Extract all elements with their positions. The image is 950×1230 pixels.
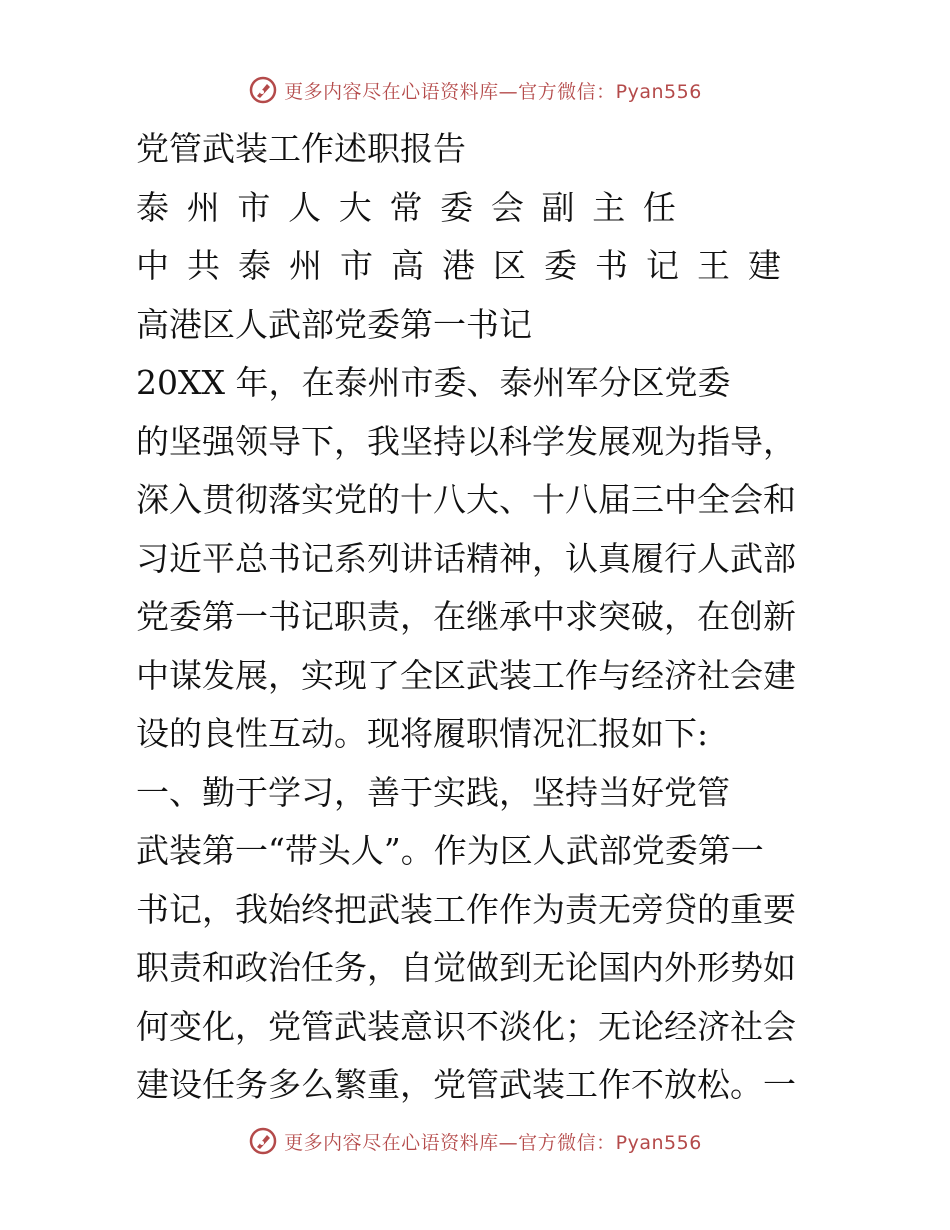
spaced-char: 高 [391, 246, 424, 285]
spaced-char: 港 [442, 246, 475, 285]
pen-nib-circle-icon [248, 75, 278, 105]
body-line: 建设任务多么繁重，党管武装工作不放松。一 [136, 1065, 796, 1104]
spaced-char: 州 [186, 187, 220, 227]
spaced-char: 王 [697, 246, 730, 285]
spaced-char: 大 [338, 187, 372, 227]
watermark-text: 更多内容尽在心语资料库—官方微信：Pyan556 [284, 80, 702, 103]
document-title: 党管武装工作述职报告 [136, 129, 466, 168]
spaced-char: 委 [544, 246, 577, 285]
spaced-char: 泰 [238, 246, 271, 285]
pen-nib-circle-icon [248, 1126, 278, 1156]
spaced-char: 市 [340, 246, 373, 285]
body-line: 武装第一“带头人”。作为区人武部党委第一 [136, 831, 764, 870]
author-title-line-3: 高港区人武部党委第一书记 [136, 304, 532, 344]
spaced-char: 记 [646, 246, 679, 285]
spaced-char: 主 [592, 187, 626, 227]
spaced-char: 副 [541, 187, 575, 227]
spaced-char: 泰 [136, 187, 169, 227]
body-line: 党委第一书记职责，在继承中求突破，在创新 [136, 597, 796, 636]
spaced-char: 中 [136, 246, 169, 285]
spaced-char: 州 [289, 246, 322, 285]
body-line: 书记，我始终把武装工作作为责无旁贷的重要 [136, 889, 796, 929]
body-line: 职责和政治任务，自觉做到无论国内外形势如 [136, 948, 796, 987]
body-line: 何变化，党管武装意识不淡化；无论经济社会 [136, 1006, 796, 1046]
watermark-text: 更多内容尽在心语资料库—官方微信：Pyan556 [284, 1131, 702, 1154]
body-line: 深入贯彻落实党的十八大、十八届三中全会和 [136, 480, 796, 519]
body-line: 的坚强领导下，我坚持以科学发展观为指导， [136, 421, 796, 461]
footer-watermark [0, 1121, 950, 1161]
spaced-char: 会 [490, 187, 524, 227]
spaced-char: 共 [187, 246, 220, 285]
body-line: 20XX 年，在泰州市委、泰州军分区党委 [136, 363, 731, 402]
body-line: 中谋发展，实现了全区武装工作与经济社会建 [136, 655, 796, 695]
spaced-char: 人 [288, 187, 322, 227]
spaced-char: 委 [440, 187, 474, 227]
spaced-char: 常 [389, 187, 423, 227]
body-line: 设的良性互动。现将履职情况汇报如下: [136, 714, 709, 753]
spaced-char: 书 [595, 246, 628, 285]
spaced-char: 建 [748, 246, 781, 285]
header-watermark [0, 70, 950, 110]
document-body [136, 120, 826, 1115]
author-title-line-2 [136, 237, 781, 296]
spaced-char: 市 [237, 187, 271, 227]
author-title-line-1 [136, 179, 676, 238]
spaced-char: 任 [642, 187, 676, 227]
section-heading: 一、勤于学习，善于实践，坚持当好党管 [136, 772, 730, 812]
spaced-char: 区 [493, 246, 526, 285]
body-line: 习近平总书记系列讲话精神，认真履行人武部 [136, 538, 796, 578]
